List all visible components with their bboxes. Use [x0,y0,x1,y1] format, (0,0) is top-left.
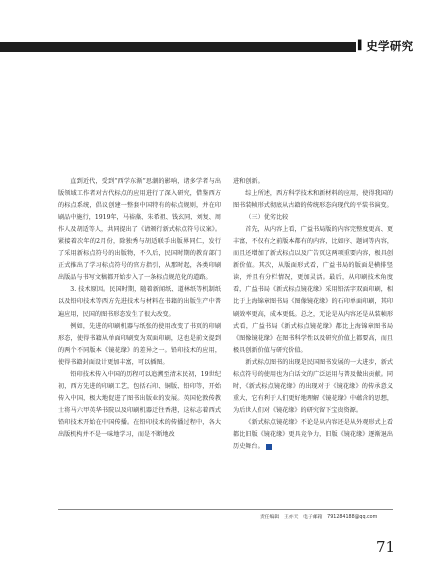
paragraph: 3. 技术原因。民国时期，随着新闻纸、道林纸等机制纸以及铅印技术等西方先进技术与材料在书籍的出版生产中普遍应用，民国的图书形态发生了很大改变。 [58,286,221,318]
paragraph: 铅印技术传入中国的历程可以追溯至清末民初，19世纪初，西方先进的印刷工艺，包括石印、铜版、铅印等，开始传入中国，极大地促进了图书出版业的发展。英国伦敦传教士将马六甲英华书院以及印刷机器迁往香港，这标志着西式铅印技术开始在中国传播。在铅印技术的传播过程中，各大出版机构并不是一味地学习，而是不断地改 [58,370,221,438]
footer-editor-info: 责任编辑 王亦天 电子邮箱 791284188@qq.com [260,515,378,520]
section-marker-icon: ▌ [358,41,366,51]
footer-divider [58,509,393,510]
paragraph-final [233,417,393,453]
page-number: 71 [376,538,396,556]
subheading: （三）优劣比较 [245,214,289,222]
header-band [0,42,356,52]
paragraph: 综上所述，西方科学技术和新材料的应用，使得我国的图书装帧形式彻底从古籍的传统形态向现代的平装书演变。 [233,190,393,210]
section-title [358,37,427,55]
right-column [233,176,393,453]
paragraph: 首先，从内容上看，广益书局版的内容完整度更高、更丰富，不仅有之前版本都有的内容，比如序、题词等内容，而且还增加了新式标点以及广告页这两项重要内容，极具创新价值。其次，从版面形式看，广益书局的版面是横排竖读，并且有分栏情况，更加灵活。最后，从印刷技术角度看，广益书局《新式标点镜花缘》采用铅活字双面印刷，相比于上海锦章图书局《图像镜花缘》的石印单面印刷，其印刷效率更高，成本更低。总之，无论是从内容还是从装帧形式看，广益书局《新式标点镜花缘》都比上海锦章图书局《图像镜花缘》在图书科学性以及研究价值上都要高，而且极具创新价值与研究价值。 [233,226,393,354]
section-title-text: 史学研究 [366,39,414,53]
end-of-article-icon [266,444,272,450]
paragraph: 新式标点图书的出现是民国图书发展的一大进步，新式标点符号的使用也为白话文的广泛运用与普及做出贡献。同时，《新式标点镜花缘》的出现对于《镜花缘》的传承意义重大，它有利于人们更好地理解《镜花缘》中蕴含的思想，为后世人们对《镜花缘》的研究留下宝贵资源。 [233,358,393,414]
paragraph: 例如，先进的印刷机器与纸张的使用改变了书页的印刷形态，使得书籍从单面印刷变为双面印刷，这也是前文提到的两个不同版本《镜花缘》的差异之一。铅印技术的应用，使得书籍封面设计更加丰富，可以插图。 [58,322,221,366]
left-column [58,176,221,441]
paragraph: 直到近代，受到“西学东渐”思潮的影响，诸多学者与出版领域工作者对古代标点的应用进行了深入研究，借鉴西方的标点系统，倡议创建一整套中国特有的标点规则，并在印刷品中施行，1919年，马裕藻、朱希祖、钱玄同、刘复、周作人及胡适等人，共同提出了《请颁行新式标点符号议案》。紧接着次年的2月份，除独秀与胡适联手出版界同仁，发行了采用新标点符号的出版物，不久后，民国时期的教育部门正式推出了学习标点符号的官方指引，从那时起，各类印刷出版品与书写文稿都开始步入了一条标点规范化的道路。 [58,178,222,282]
paragraph-text: 《新式标点镜花缘》不论是从内容还是从外观形式上看都比旧版《镜花缘》更具竞争力，旧版《镜花缘》逐渐退出历史舞台。 [233,418,393,451]
paragraph: 进和创新。 [233,178,264,185]
